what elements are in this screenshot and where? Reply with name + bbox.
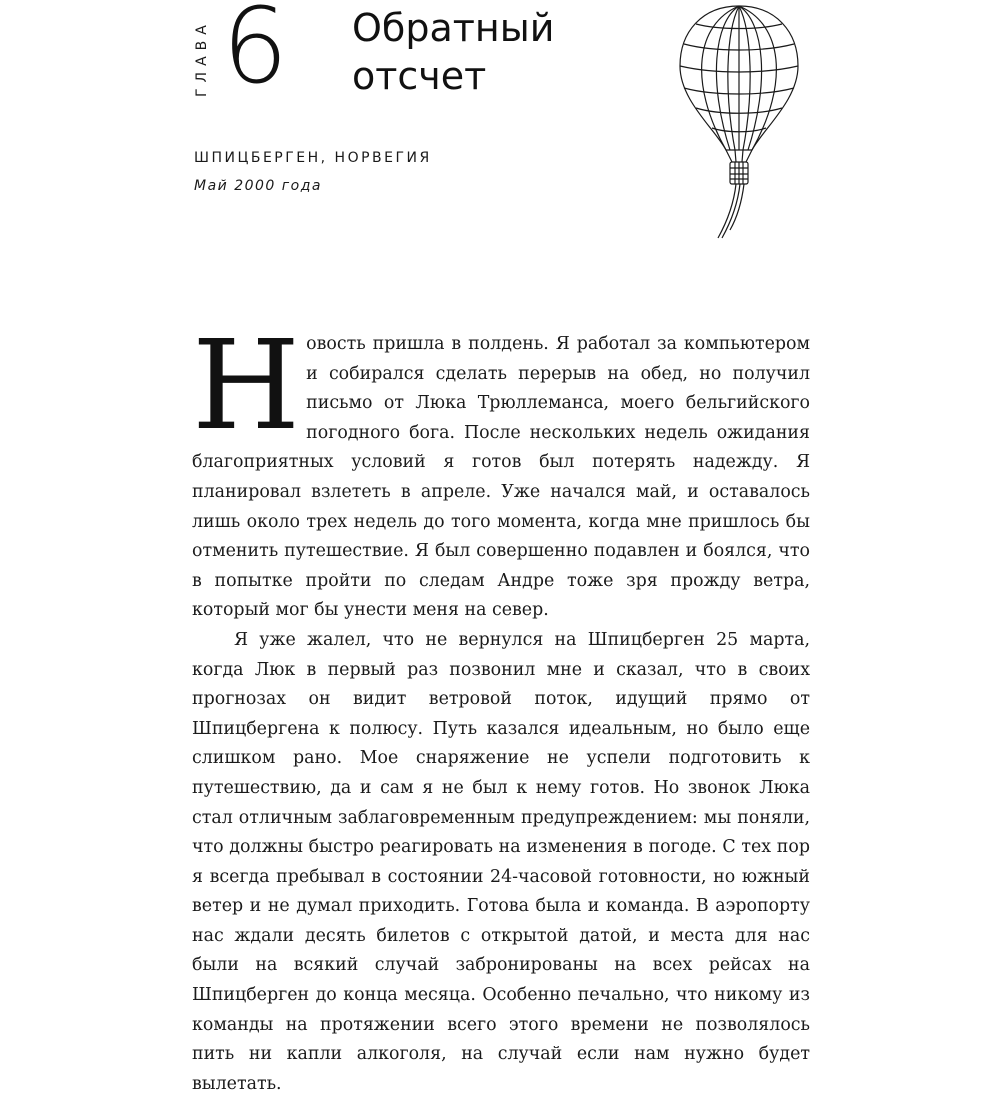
chapter-body xyxy=(192,314,810,1099)
chapter-title-line1: Обратный xyxy=(352,6,555,50)
location-heading: ШПИЦБЕРГЕН, НОРВЕГИЯ xyxy=(194,150,432,166)
paragraph-1 xyxy=(192,314,810,626)
chapter-number: 6 xyxy=(222,0,289,107)
drop-cap: Н xyxy=(192,314,301,458)
chapter-title xyxy=(352,4,554,100)
date-subheading: Май 2000 года xyxy=(194,178,322,194)
hot-air-balloon-icon xyxy=(674,2,804,242)
paragraph-2: Я уже жалел, что не вернулся на Шпицберген 25 марта, когда Люк в первый раз позвонил мне и сказал, что в своих прогнозах он видит ветровой поток, идущий прямо от Шпицбергена к полюсу. Путь казался идеальным, но было еще слишком рано. Мое снаряжение не успели подготовить к путешествию, да и сам я не был к нему готов. Но звонок Люка стал отличным заблаговременным предупреждением: мы поняли, что должны быстро реагировать на изменения в погоде. С тех пор я всегда пребывал в состоянии 24-часовой готовности, но южный ветер и не думал приходить. Готова была и команда. В аэропорту нас ждали десять билетов с открытой датой, и места для нас были на всякий случай забронированы на всех рейсах на Шпицберген до конца месяца. Особенно печально, что никому из команды на протяжении всего этого времени не позволялось пить ни капли алкоголя, на случай если нам нужно будет вылетать. xyxy=(192,629,810,1094)
chapter-word: ГЛАВА xyxy=(194,19,210,97)
paragraph-1-text: овость пришла в полдень. Я работал за компьютером и собирался сделать перерыв на обед, но получил письмо от Люка Трюллеманса, моего бельгийского погодного бога. После нескольких недель ожидания благоприятных условий я готов был потерять надежду. Я планировал взлететь в апреле. Уже начался май, и оставалось лишь около трех недель до того момента, когда мне пришлось бы отменить путешествие. Я был совершенно подавлен и боялся, что в попытке пройти по следам Андре тоже зря прожду ветра, который мог бы унести меня на север. xyxy=(192,334,810,621)
chapter-title-line2: отсчет xyxy=(352,54,487,98)
